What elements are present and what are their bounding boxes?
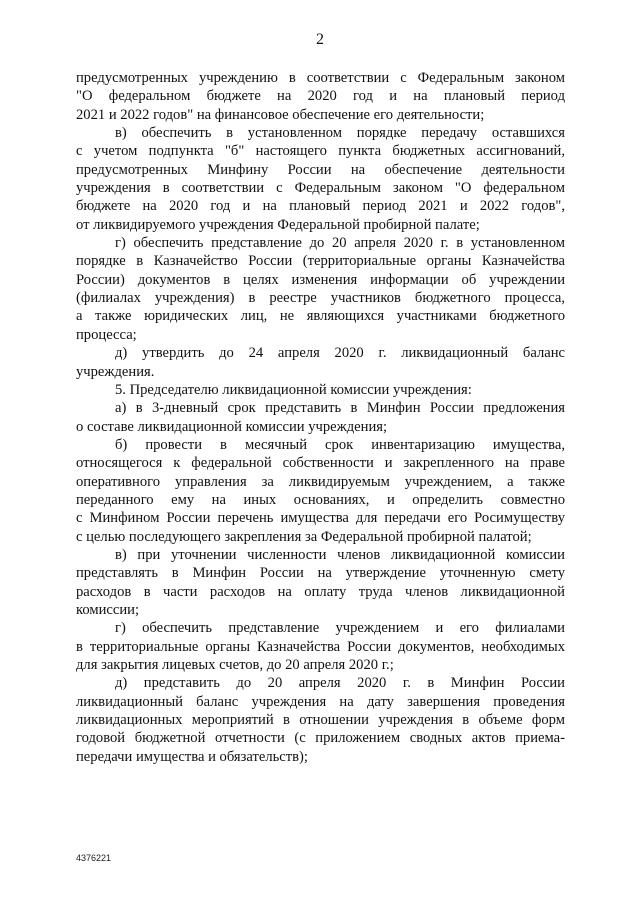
paragraph: [76, 344, 565, 381]
paragraph: [76, 124, 565, 234]
document-code: 4376221: [76, 853, 112, 863]
text-line: с Минфином России перечень имущества для передачи его Росимуществу: [76, 510, 565, 527]
text-line: ликвидационный баланс учреждения на дату завершения проведения: [76, 693, 565, 710]
text-line: учреждения.: [76, 363, 155, 380]
text-line: России) документов в целях изменения информации об учреждении: [76, 271, 565, 288]
text-line: расходов в части расходов на оплату труда членов ликвидационной: [76, 583, 565, 600]
text-line: представлять в Минфин России на утверждение уточненную смету: [76, 565, 565, 582]
text-line: годовой бюджетной отчетности (с приложением сводных актов приема-: [76, 730, 565, 747]
document-body: [76, 69, 565, 766]
text-line: относящегося к федеральной собственности и закрепленного на праве: [76, 455, 565, 472]
text-line: бюджете на 2020 год и на плановый период 2021 и 2022 годов",: [76, 198, 565, 215]
text-line: предусмотренных учреждению в соответствии с Федеральным законом: [76, 70, 565, 86]
text-line: учреждения в соответствии с Федеральным законом "О федеральном: [76, 180, 565, 197]
text-line: б) провести в месячный срок инвентаризацию имущества,: [115, 436, 565, 453]
text-line: о составе ликвидационной комиссии учреждения;: [76, 418, 388, 435]
paragraph: [76, 234, 565, 344]
text-line: 2021 и 2022 годов" на финансовое обеспечение его деятельности;: [76, 106, 485, 123]
text-line: в территориальные органы Казначейства России документов, необходимых: [76, 638, 565, 655]
text-line: в) при уточнении численности членов ликвидационной комиссии: [115, 546, 565, 563]
text-line: с целью последующего закрепления за Федеральной пробирной палатой;: [76, 528, 532, 545]
text-line: для закрытия лицевых счетов, до 20 апреля 2020 г.;: [76, 657, 394, 673]
text-line: 5. Председателю ликвидационной комиссии учреждения:: [115, 381, 472, 398]
text-line: (филиалах учреждения) в реестре участников бюджетного процесса,: [76, 290, 565, 307]
text-line: "О федеральном бюджете на 2020 год и на плановый период: [76, 88, 565, 105]
paragraph: [76, 399, 565, 436]
text-line: передачи имущества и обязательств);: [76, 748, 308, 765]
text-line: ликвидационных мероприятий в отношении учреждения в объеме форм: [76, 712, 565, 729]
page-number: 2: [316, 31, 324, 48]
text-line: а также юридических лиц, не являющихся участниками бюджетного: [76, 308, 565, 325]
text-line: в) обеспечить в установленном порядке передачу оставшихся: [115, 125, 565, 142]
paragraph: [76, 69, 565, 124]
text-line: а) в 3-дневный срок представить в Минфин России предложения: [115, 400, 565, 417]
paragraph: [76, 436, 565, 546]
text-line: процесса;: [76, 326, 137, 343]
text-line: комиссии;: [76, 601, 140, 618]
paragraph: [76, 381, 565, 399]
paragraph: [76, 619, 565, 674]
paragraph: [76, 546, 565, 619]
text-line: с учетом подпункта "б" настоящего пункта бюджетных ассигнований,: [76, 143, 565, 160]
text-line: д) утвердить до 24 апреля 2020 г. ликвидационный баланс: [115, 345, 565, 362]
text-line: оперативного управления за ликвидируемым учреждением, а также: [76, 473, 565, 490]
text-line: порядке в Казначейство России (территориальные органы Казначейства: [76, 253, 565, 270]
paragraph: [76, 674, 565, 766]
text-line: переданного ему на иных основаниях, и определить совместно: [76, 491, 565, 508]
text-line: от ликвидируемого учреждения Федеральной пробирной палате;: [76, 216, 480, 233]
text-line: д) представить до 20 апреля 2020 г. в Минфин России: [115, 675, 565, 692]
text-line: предусмотренных Минфину России на обеспечение деятельности: [76, 161, 565, 178]
text-line: г) обеспечить представление до 20 апреля 2020 г. в установленном: [115, 235, 565, 252]
text-line: г) обеспечить представление учреждением и его филиалами: [115, 620, 565, 637]
